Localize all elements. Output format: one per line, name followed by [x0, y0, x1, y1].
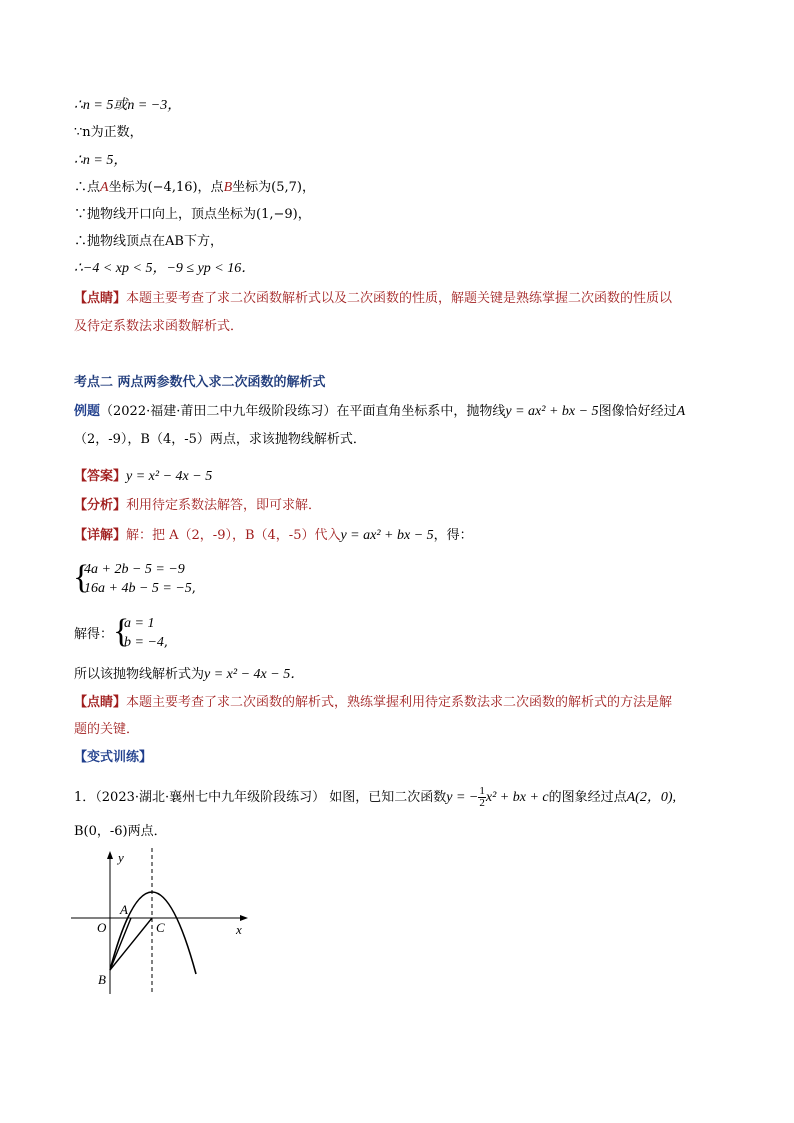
parabola-figure — [68, 846, 258, 996]
tip2-line2: 题的关键． — [74, 722, 140, 737]
exercise-line1: 1．（2023·湖北·襄州七中九年级阶段练习） 如图，已知二次函数y = − $\frac{1}{2}$ x² + bx + c的图象经过点A(2，0), — [74, 785, 677, 809]
tip-tag: 【点睛】 — [74, 291, 127, 306]
solution-1: a = 1 — [124, 616, 155, 631]
system-brace: { — [73, 559, 90, 596]
label-x: x — [236, 922, 242, 937]
segment-BA — [110, 918, 131, 970]
solution-2: b = −4, — [124, 635, 169, 650]
solution-line-5: ∵抛物线开口向上，顶点坐标为(1,−9)， — [74, 207, 311, 222]
label-C: C — [156, 920, 165, 935]
solution-line-7: ∴−4 < xp < 5，−9 ≤ yp < 16． — [74, 261, 256, 276]
solution-line-3: ∴n = 5， — [74, 153, 128, 168]
exercise-line2: B(0，-6)两点． — [74, 824, 167, 839]
y-axis-arrow — [107, 851, 113, 859]
analysis-line: 【分析】利用待定系数法解答，即可求解． — [74, 498, 322, 513]
label-B: B — [98, 972, 106, 987]
label-O: O — [97, 920, 107, 935]
section-title: 考点二 两点两参数代入求二次函数的解析式 — [74, 375, 326, 390]
equation-1: 4a + 2b − 5 = −9 — [84, 562, 185, 577]
tip2-line1: 【点睛】本题主要考查了求二次函数的解析式，熟练掌握利用待定系数法求二次函数的解析式的方法是解 — [74, 695, 673, 710]
tip1-line1: 【点睛】本题主要考查了求二次函数解析式以及二次函数的性质，解题关键是熟练掌握二次函数的性质以 — [74, 291, 673, 306]
solution-line-4: ∴点A坐标为(−4,16)，点B坐标为(5,7)， — [74, 180, 315, 195]
variant-title: 【变式训练】 — [74, 750, 153, 765]
detail-line: 【详解】解：把 A（2，-9），B（4，-5）代入y = ax² + bx − 5，得： — [74, 528, 473, 543]
example-line1: 例题（2022·福建·莆田二中九年级阶段练习）在平面直角坐标系中，抛物线y = ax² + bx − 5图像恰好经过A — [74, 404, 686, 419]
conclusion-line: 所以该抛物线解析式为y = x² − 4x − 5． — [74, 667, 305, 682]
solution-line-6: ∴抛物线顶点在AB下方， — [74, 234, 223, 249]
solution-line-2: ∵n为正数， — [74, 125, 143, 140]
x-axis-arrow — [240, 915, 248, 921]
answer-line: 【答案】y = x² − 4x − 5 — [74, 469, 213, 484]
label-A: A — [120, 902, 128, 917]
fraction: $\frac{1}{2}$ — [479, 785, 485, 809]
equation-2: 16a + 4b − 5 = −5, — [84, 581, 196, 596]
solve-label: 解得： — [74, 627, 114, 642]
solution-line-1: ∴n = 5或n = −3， — [74, 98, 182, 113]
tip1-line2: 及待定系数法求函数解析式． — [74, 319, 244, 334]
label-y: y — [118, 850, 124, 865]
segment-BC — [110, 918, 152, 970]
example-line2: （2，-9），B（4，-5）两点，求该抛物线解析式． — [74, 432, 366, 447]
solution-brace: { — [113, 613, 130, 650]
